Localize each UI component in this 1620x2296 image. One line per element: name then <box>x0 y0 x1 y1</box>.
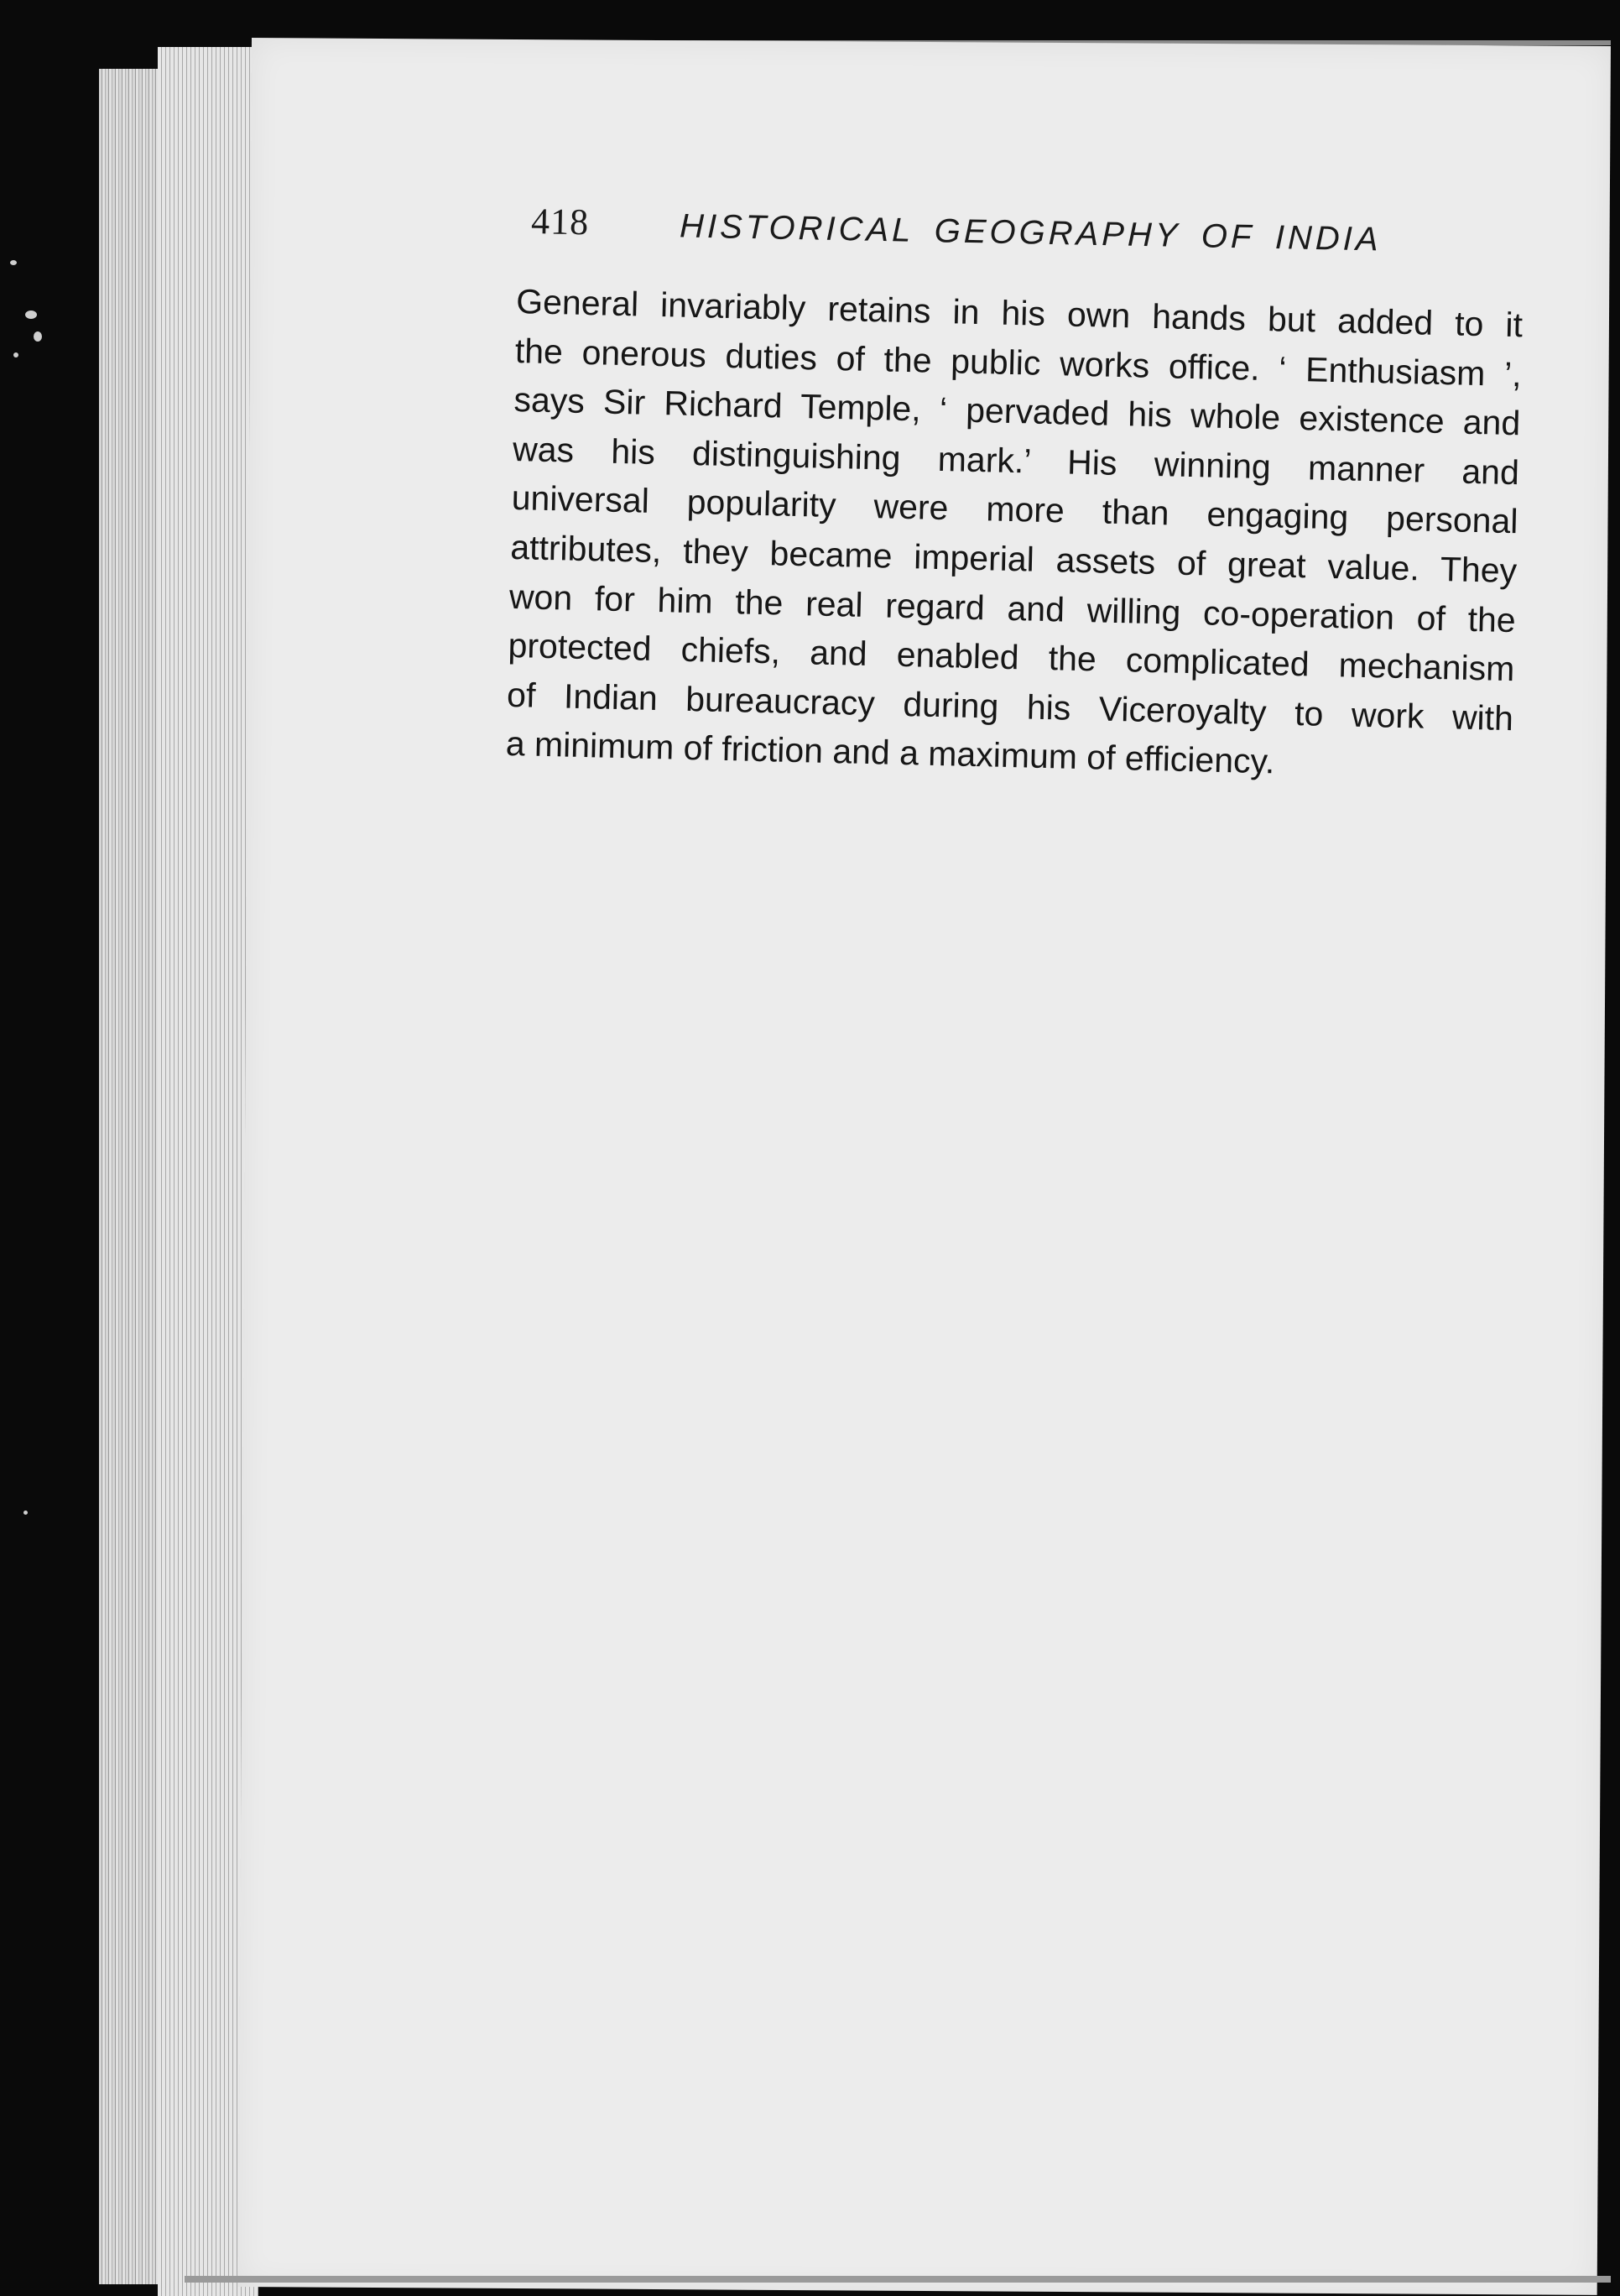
text-line: says Sir Richard Temple, ‘ pervaded his whole existence and <box>513 380 1521 443</box>
text-line: the onerous duties of the public works office. ‘ Enthusiasm ’, <box>514 331 1523 394</box>
scan-speck <box>10 260 17 265</box>
text-line: General invariably retains in his own hands but added to it <box>515 281 1524 345</box>
scan-speck <box>23 1511 28 1515</box>
page-number: 418 <box>530 201 590 243</box>
text-line: protected chiefs, and enabled the complicated mechanism <box>508 626 1515 689</box>
text-line: a minimum of friction and a maximum of efficiency. <box>505 724 1275 781</box>
text-line: attributes, they became imperial assets of great value. They <box>509 527 1518 591</box>
scan-speck <box>13 352 18 357</box>
text-line: was his distinguishing mark.’ His winning manner and <box>512 429 1520 492</box>
text-line: won for him the real regard and willing co-operation of the <box>508 577 1517 639</box>
scan-speck <box>25 310 37 319</box>
running-head: HISTORICAL GEOGRAPHY OF INDIA <box>679 207 1382 258</box>
text-line: universal popularity were more than engaging personal <box>511 478 1519 541</box>
body-paragraph <box>505 277 1523 792</box>
page-bottom-rim <box>185 2276 1611 2283</box>
scan-speck <box>34 331 42 342</box>
text-line: of Indian bureaucracy during his Viceroyalty to work with <box>506 675 1514 738</box>
